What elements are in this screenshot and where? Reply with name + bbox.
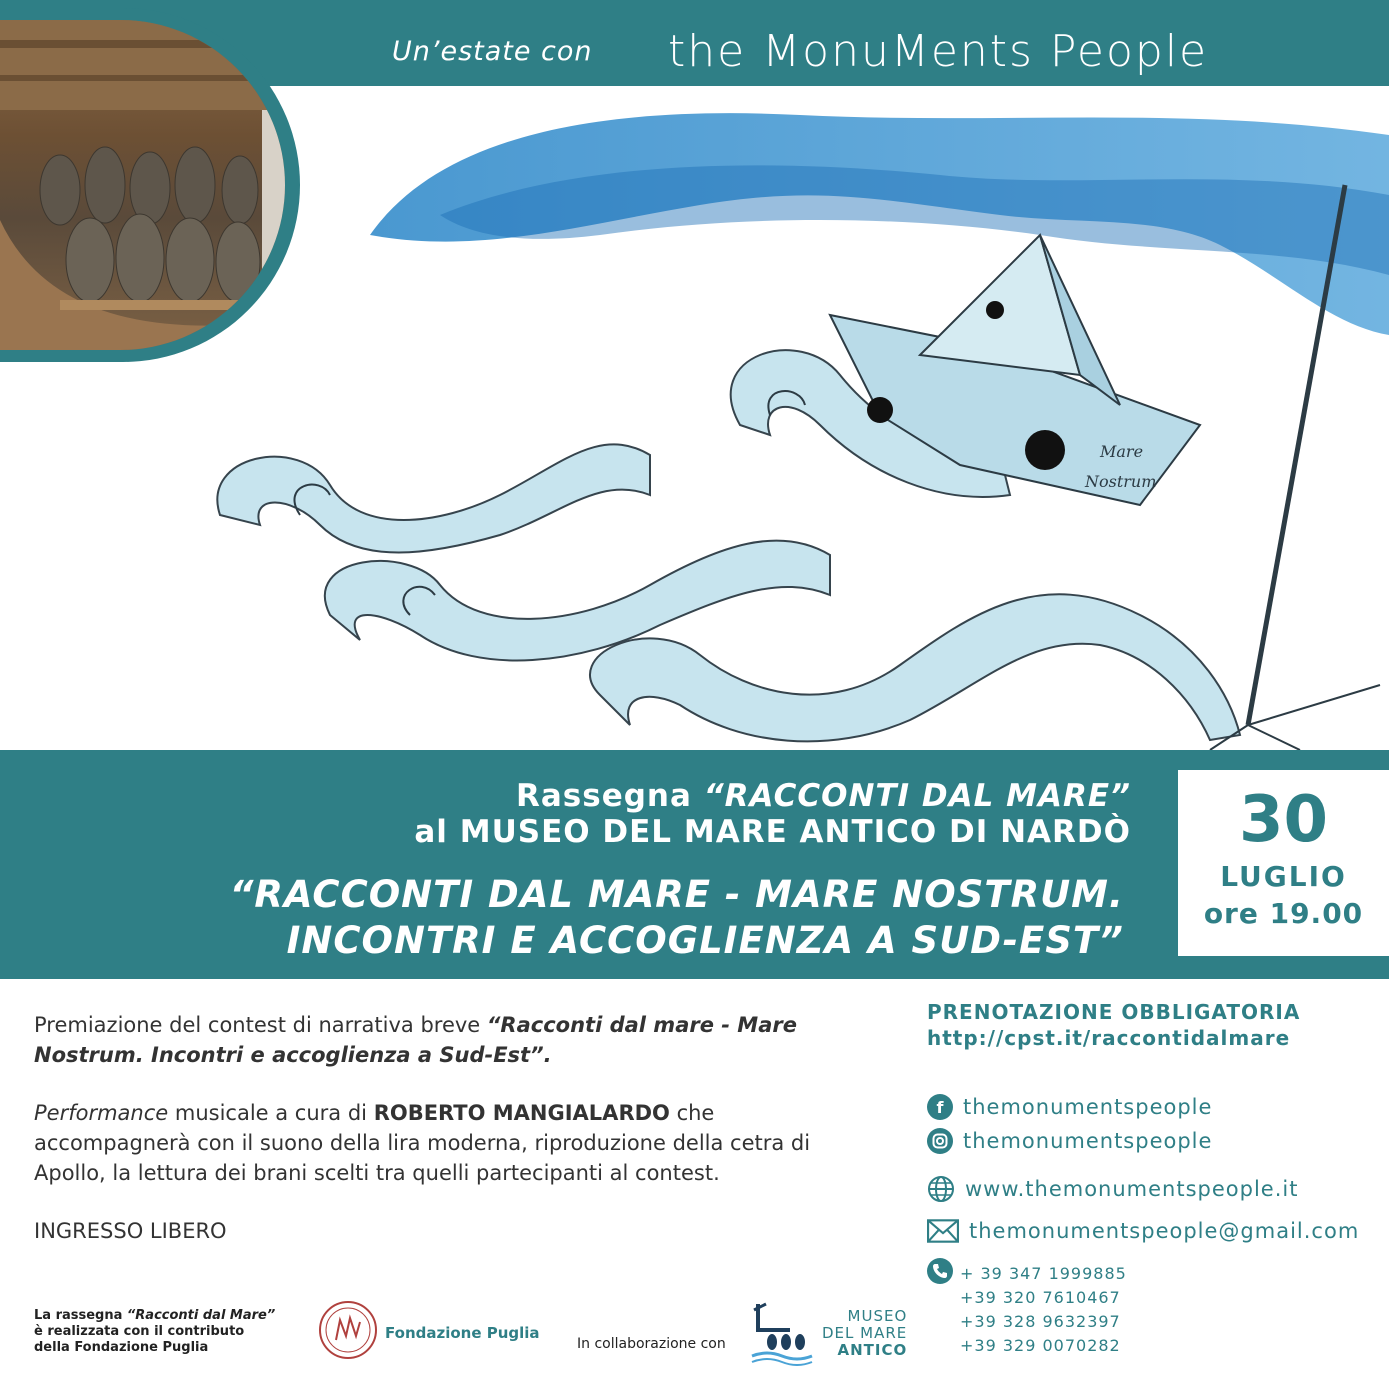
collaboration-label: In collaborazione con — [577, 1336, 726, 1352]
facebook-row[interactable] — [927, 1092, 1212, 1122]
date-box — [1178, 770, 1389, 956]
website-url[interactable]: www.themonumentspeople.it — [965, 1177, 1299, 1201]
boat-label-2: Nostrum — [1085, 472, 1157, 491]
sponsor-note: La rassegna “Racconti dal Mare” è realizzata con il contributo della Fondazione Puglia — [34, 1308, 276, 1355]
fondazione-puglia-logo — [318, 1300, 378, 1360]
description-paragraph-2: Performance musicale a cura di ROBERTO MANGIALARDO che accompagnerà con il suono della lira moderna, riproduzione della cetra di Apollo, la lettura dei brani scelti tra quelli partecipanti al contest. — [34, 1101, 811, 1185]
phone-number[interactable]: +39 328 9632397 — [960, 1312, 1121, 1331]
instagram-icon — [927, 1128, 953, 1154]
fondazione-puglia-name: Fondazione Puglia — [385, 1324, 540, 1342]
phone-number[interactable]: +39 320 7610467 — [960, 1288, 1121, 1307]
date-month: LUGLIO — [1220, 860, 1347, 893]
museo-mare-antico-logo — [750, 1300, 820, 1366]
phone-number[interactable]: +39 329 0070282 — [960, 1336, 1121, 1355]
website-row[interactable] — [927, 1174, 1298, 1204]
phone-list — [960, 1262, 1127, 1358]
phone-number[interactable]: + 39 347 1999885 — [960, 1264, 1127, 1283]
brand-logo-text: the MonuMents People — [668, 26, 1209, 77]
description-paragraph-1: Premiazione del contest di narrativa breve “Racconti dal mare - Mare Nostrum. Incontri e accoglienza a Sud-Est”. — [34, 1013, 797, 1067]
phone-icon — [927, 1258, 953, 1284]
event-description — [34, 1010, 874, 1274]
facebook-handle[interactable]: themonumentspeople — [963, 1095, 1213, 1119]
envelope-icon — [927, 1218, 959, 1244]
facebook-icon: f — [927, 1094, 953, 1120]
rassegna-title: Rassegna “RACCONTI DAL MARE” — [516, 778, 1131, 814]
header-prefix: Un’estate con — [392, 36, 593, 67]
booking-link[interactable]: http://cpst.it/raccontidalmare — [927, 1026, 1291, 1050]
instagram-row[interactable] — [927, 1126, 1212, 1156]
venue-title: al MUSEO DEL MARE ANTICO DI NARDÒ — [414, 814, 1131, 850]
boat-label-1: Mare — [1100, 442, 1144, 461]
booking-title: PRENOTAZIONE OBBLIGATORIA — [927, 1000, 1301, 1024]
free-entry: INGRESSO LIBERO — [34, 1219, 227, 1243]
date-time: ore 19.00 — [1203, 897, 1364, 930]
booking-block — [927, 1000, 1300, 1050]
date-day: 30 — [1238, 783, 1329, 857]
globe-icon — [927, 1175, 955, 1203]
sea-illustration — [180, 95, 1389, 750]
museo-mare-antico-text: MUSEO DEL MARE ANTICO — [822, 1307, 908, 1359]
event-quote-title: “RACCONTI DAL MARE - MARE NOSTRUM. INCONTRI E ACCOGLIENZA A SUD-EST” — [229, 873, 1124, 962]
instagram-handle[interactable]: themonumentspeople — [963, 1129, 1213, 1153]
email-address[interactable]: themonumentspeople@gmail.com — [969, 1219, 1360, 1243]
email-row[interactable] — [927, 1216, 1359, 1246]
